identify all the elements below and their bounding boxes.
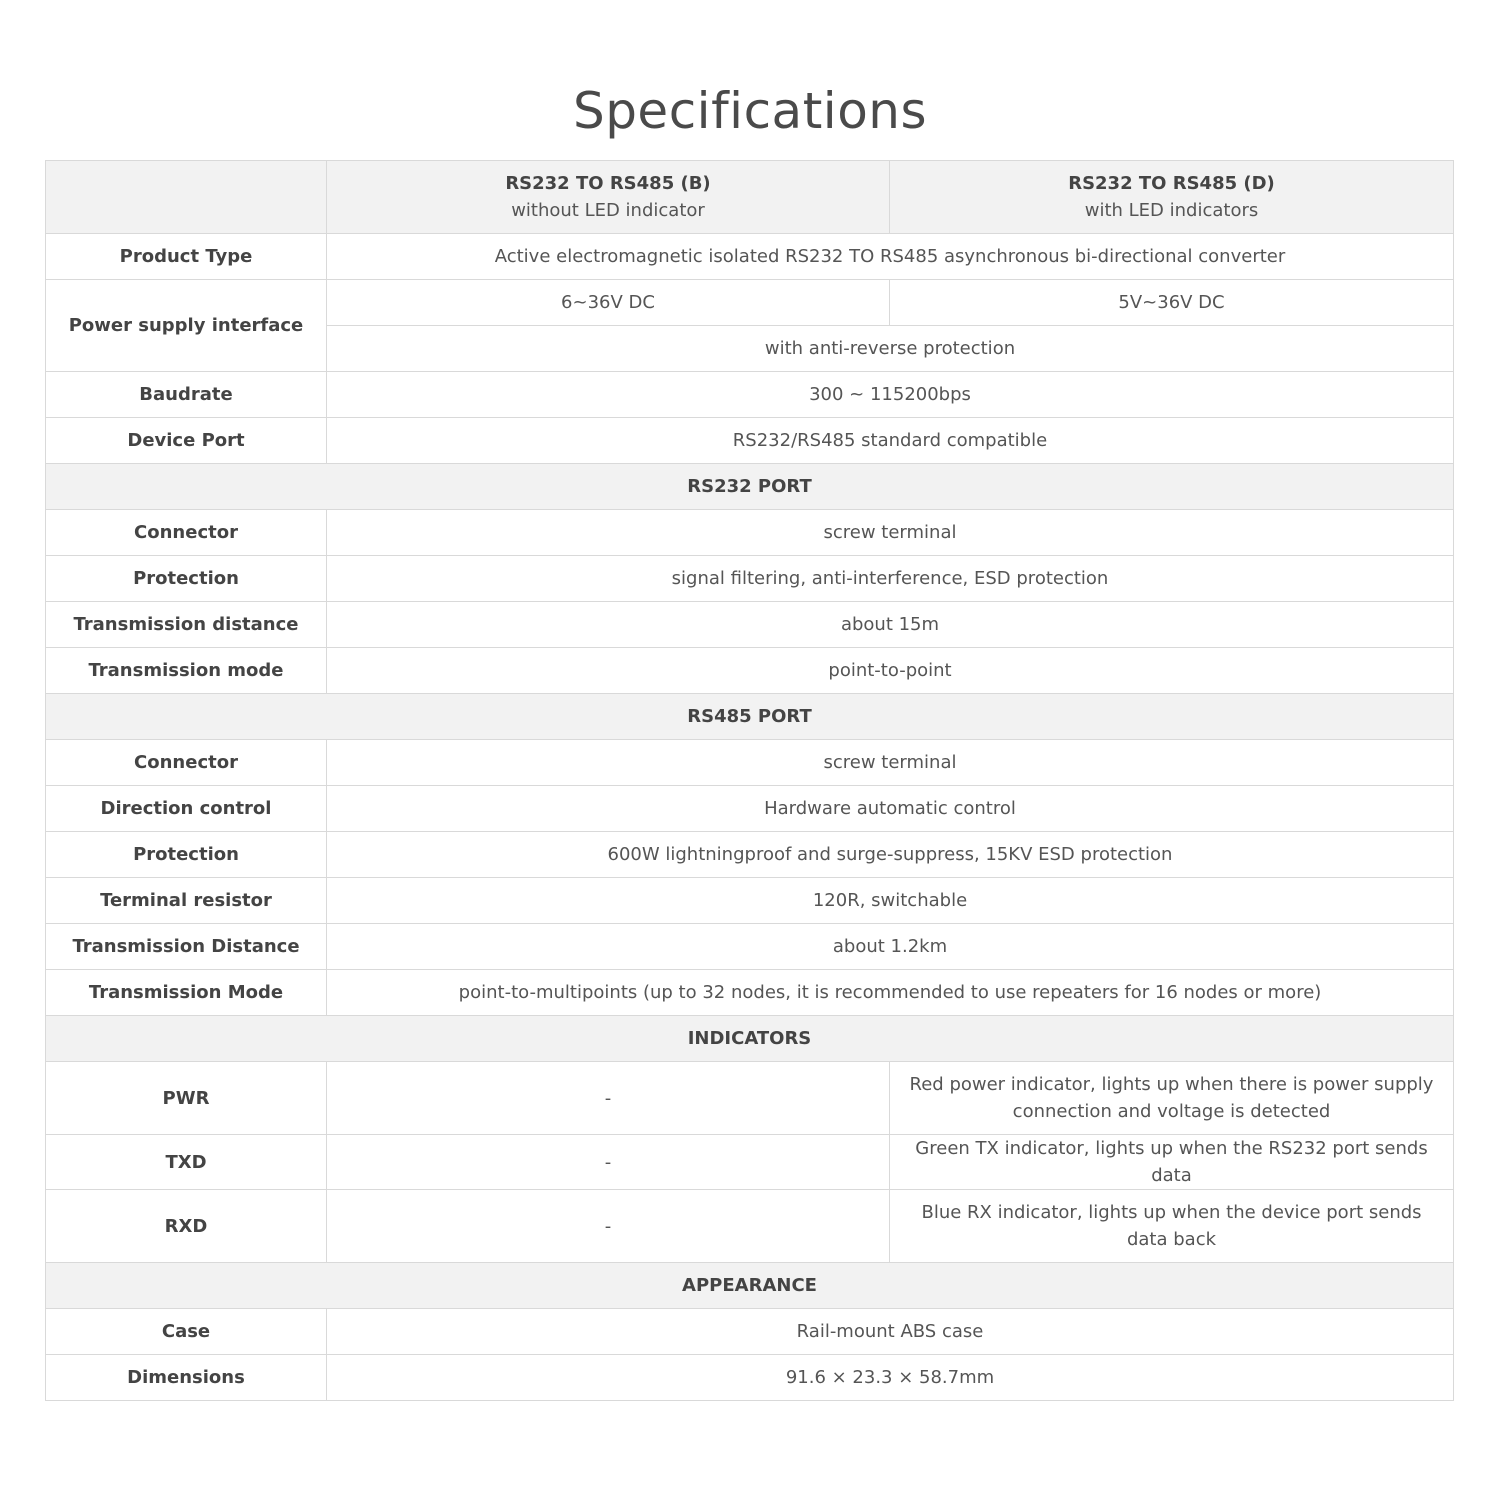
row-value: point-to-point — [327, 648, 1454, 694]
section-header-rs232 — [46, 464, 1454, 510]
table-row — [46, 1062, 1454, 1135]
table-row — [46, 1135, 1454, 1190]
section-header-indicators — [46, 1016, 1454, 1062]
header-model-d — [890, 161, 1454, 234]
row-value: 120R, switchable — [327, 878, 1454, 924]
row-label: Transmission mode — [46, 648, 327, 694]
table-row — [46, 234, 1454, 280]
row-label: Direction control — [46, 786, 327, 832]
model-d-subtitle: with LED indicators — [1084, 200, 1259, 221]
specifications-table — [45, 160, 1454, 1401]
section-title: APPEARANCE — [46, 1263, 1454, 1309]
page-title: Specifications — [572, 82, 928, 140]
table-row — [46, 556, 1454, 602]
indicator-value-d: Green TX indicator, lights up when the RS232 port sends data — [890, 1135, 1454, 1190]
power-value-d: 5V~36V DC — [890, 280, 1454, 326]
table-row — [46, 602, 1454, 648]
table-row — [46, 418, 1454, 464]
row-label: TXD — [46, 1135, 327, 1190]
row-label: RXD — [46, 1190, 327, 1263]
table-row — [46, 786, 1454, 832]
table-row — [46, 740, 1454, 786]
table-row — [46, 924, 1454, 970]
row-value: 300 ~ 115200bps — [327, 372, 1454, 418]
row-label: Terminal resistor — [46, 878, 327, 924]
row-value: Active electromagnetic isolated RS232 TO RS485 asynchronous bi-directional converter — [327, 234, 1454, 280]
row-label: PWR — [46, 1062, 327, 1135]
row-label: Transmission distance — [46, 602, 327, 648]
row-label: Power supply interface — [46, 280, 327, 372]
row-label: Transmission Mode — [46, 970, 327, 1016]
table-row — [46, 280, 1454, 326]
row-label: Dimensions — [46, 1355, 327, 1401]
indicator-value-b: - — [327, 1190, 890, 1263]
row-label: Protection — [46, 832, 327, 878]
indicator-value-d: Blue RX indicator, lights up when the device port sends data back — [890, 1190, 1454, 1263]
row-value: 91.6 × 23.3 × 58.7mm — [327, 1355, 1454, 1401]
row-value: Hardware automatic control — [327, 786, 1454, 832]
row-value: screw terminal — [327, 740, 1454, 786]
row-label: Connector — [46, 740, 327, 786]
table-row — [46, 1355, 1454, 1401]
section-title: RS485 PORT — [46, 694, 1454, 740]
section-header-rs485 — [46, 694, 1454, 740]
row-label: Case — [46, 1309, 327, 1355]
row-label: Device Port — [46, 418, 327, 464]
row-label: Baudrate — [46, 372, 327, 418]
row-value: screw terminal — [327, 510, 1454, 556]
table-row — [46, 970, 1454, 1016]
table-row — [46, 1190, 1454, 1263]
section-title: RS232 PORT — [46, 464, 1454, 510]
row-value: 600W lightningproof and surge-suppress, 15KV ESD protection — [327, 832, 1454, 878]
row-value: point-to-multipoints (up to 32 nodes, it is recommended to use repeaters for 16 nodes or more) — [327, 970, 1454, 1016]
indicator-value-b: - — [327, 1062, 890, 1135]
table-row — [46, 1309, 1454, 1355]
row-label: Connector — [46, 510, 327, 556]
header-model-b — [327, 161, 890, 234]
section-header-appearance — [46, 1263, 1454, 1309]
table-row — [46, 372, 1454, 418]
indicator-value-b: - — [327, 1135, 890, 1190]
table-row — [46, 832, 1454, 878]
table-header-row — [46, 161, 1454, 234]
section-title: INDICATORS — [46, 1016, 1454, 1062]
row-value: signal filtering, anti-interference, ESD protection — [327, 556, 1454, 602]
row-label: Transmission Distance — [46, 924, 327, 970]
table-row — [46, 510, 1454, 556]
row-value: about 15m — [327, 602, 1454, 648]
row-value: Rail-mount ABS case — [327, 1309, 1454, 1355]
row-label: Product Type — [46, 234, 327, 280]
indicator-value-d: Red power indicator, lights up when there is power supply connection and voltage is detected — [890, 1062, 1454, 1135]
header-corner-cell — [46, 161, 327, 234]
row-label: Protection — [46, 556, 327, 602]
table-row — [46, 878, 1454, 924]
row-value: about 1.2km — [327, 924, 1454, 970]
model-b-subtitle: without LED indicator — [511, 200, 705, 221]
row-value: RS232/RS485 standard compatible — [327, 418, 1454, 464]
power-value-common: with anti-reverse protection — [327, 326, 1454, 372]
model-b-name: RS232 TO RS485 (B) — [505, 173, 711, 194]
model-d-name: RS232 TO RS485 (D) — [1068, 173, 1275, 194]
power-value-b: 6~36V DC — [327, 280, 890, 326]
table-row — [46, 648, 1454, 694]
